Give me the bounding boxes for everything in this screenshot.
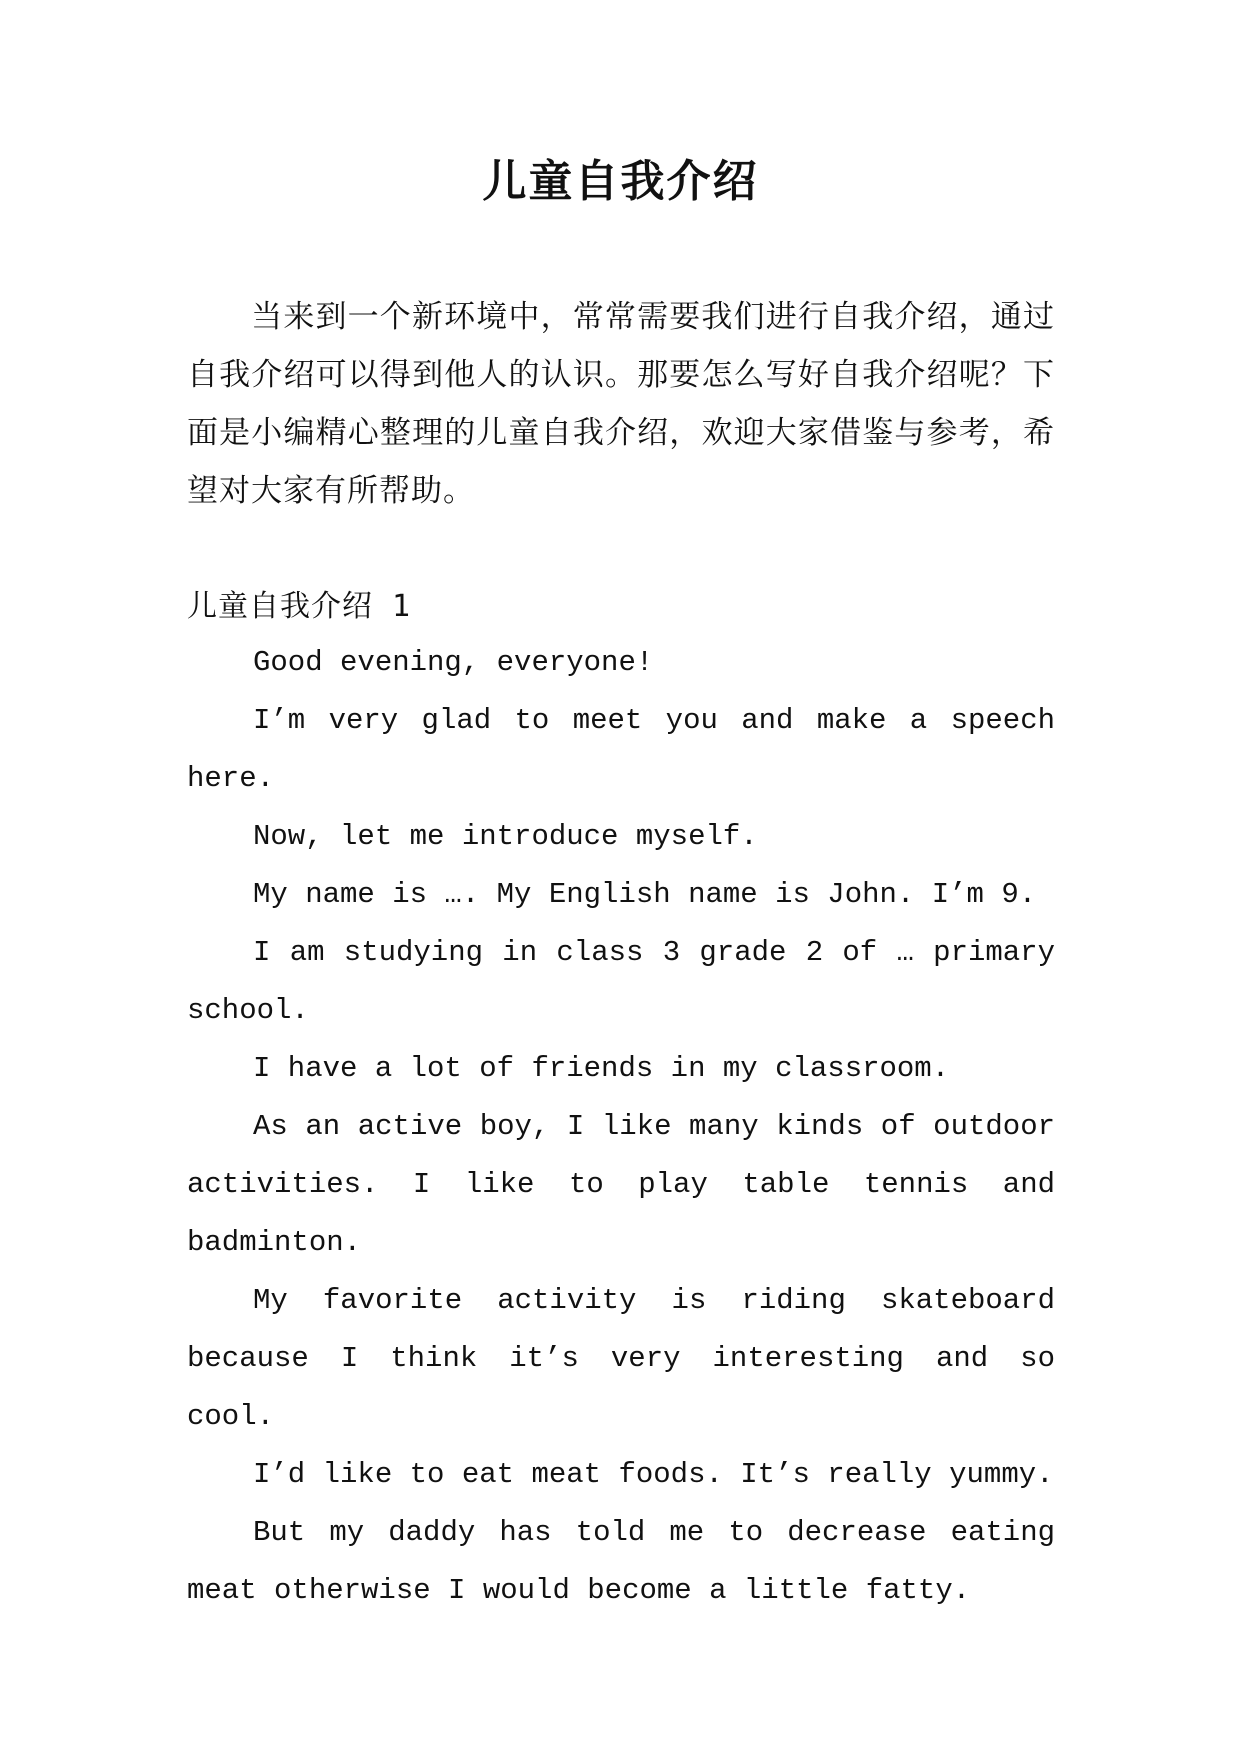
section-heading: 儿童自我介绍 1 bbox=[187, 589, 412, 624]
body-paragraph: Good evening, everyone! bbox=[253, 646, 654, 679]
body-paragraph: My name is …. My English name is John. I’m 9. bbox=[253, 878, 1037, 911]
body-paragraph: My favorite activity is riding skateboard because I think it’s very interesting and so cool. bbox=[187, 1284, 1055, 1433]
body-paragraph: I am studying in class 3 grade 2 of … primary school. bbox=[187, 936, 1055, 1027]
document-body bbox=[187, 634, 1055, 1620]
body-paragraph: But my daddy has told me to decrease eating meat otherwise I would become a little fatty. bbox=[187, 1516, 1055, 1607]
document-title: 儿童自我介绍 bbox=[482, 156, 759, 207]
body-paragraph: I have a lot of friends in my classroom. bbox=[253, 1052, 950, 1085]
body-paragraph: I’d like to eat meat foods. It’s really yummy. bbox=[253, 1458, 1054, 1491]
body-paragraph: As an active boy, I like many kinds of outdoor activities. I like to play table tennis and badminton. bbox=[187, 1110, 1055, 1259]
intro-text: 当来到一个新环境中，常常需要我们进行自我介绍，通过自我介绍可以得到他人的认识。那要怎么写好自我介绍呢？下面是小编精心整理的儿童自我介绍，欢迎大家借鉴与参考，希望对大家有所帮助。 bbox=[187, 299, 1055, 509]
body-paragraph: I’m very glad to meet you and make a speech here. bbox=[187, 704, 1055, 795]
body-paragraph: Now, let me introduce myself. bbox=[253, 820, 758, 853]
intro-paragraph bbox=[187, 288, 1055, 520]
